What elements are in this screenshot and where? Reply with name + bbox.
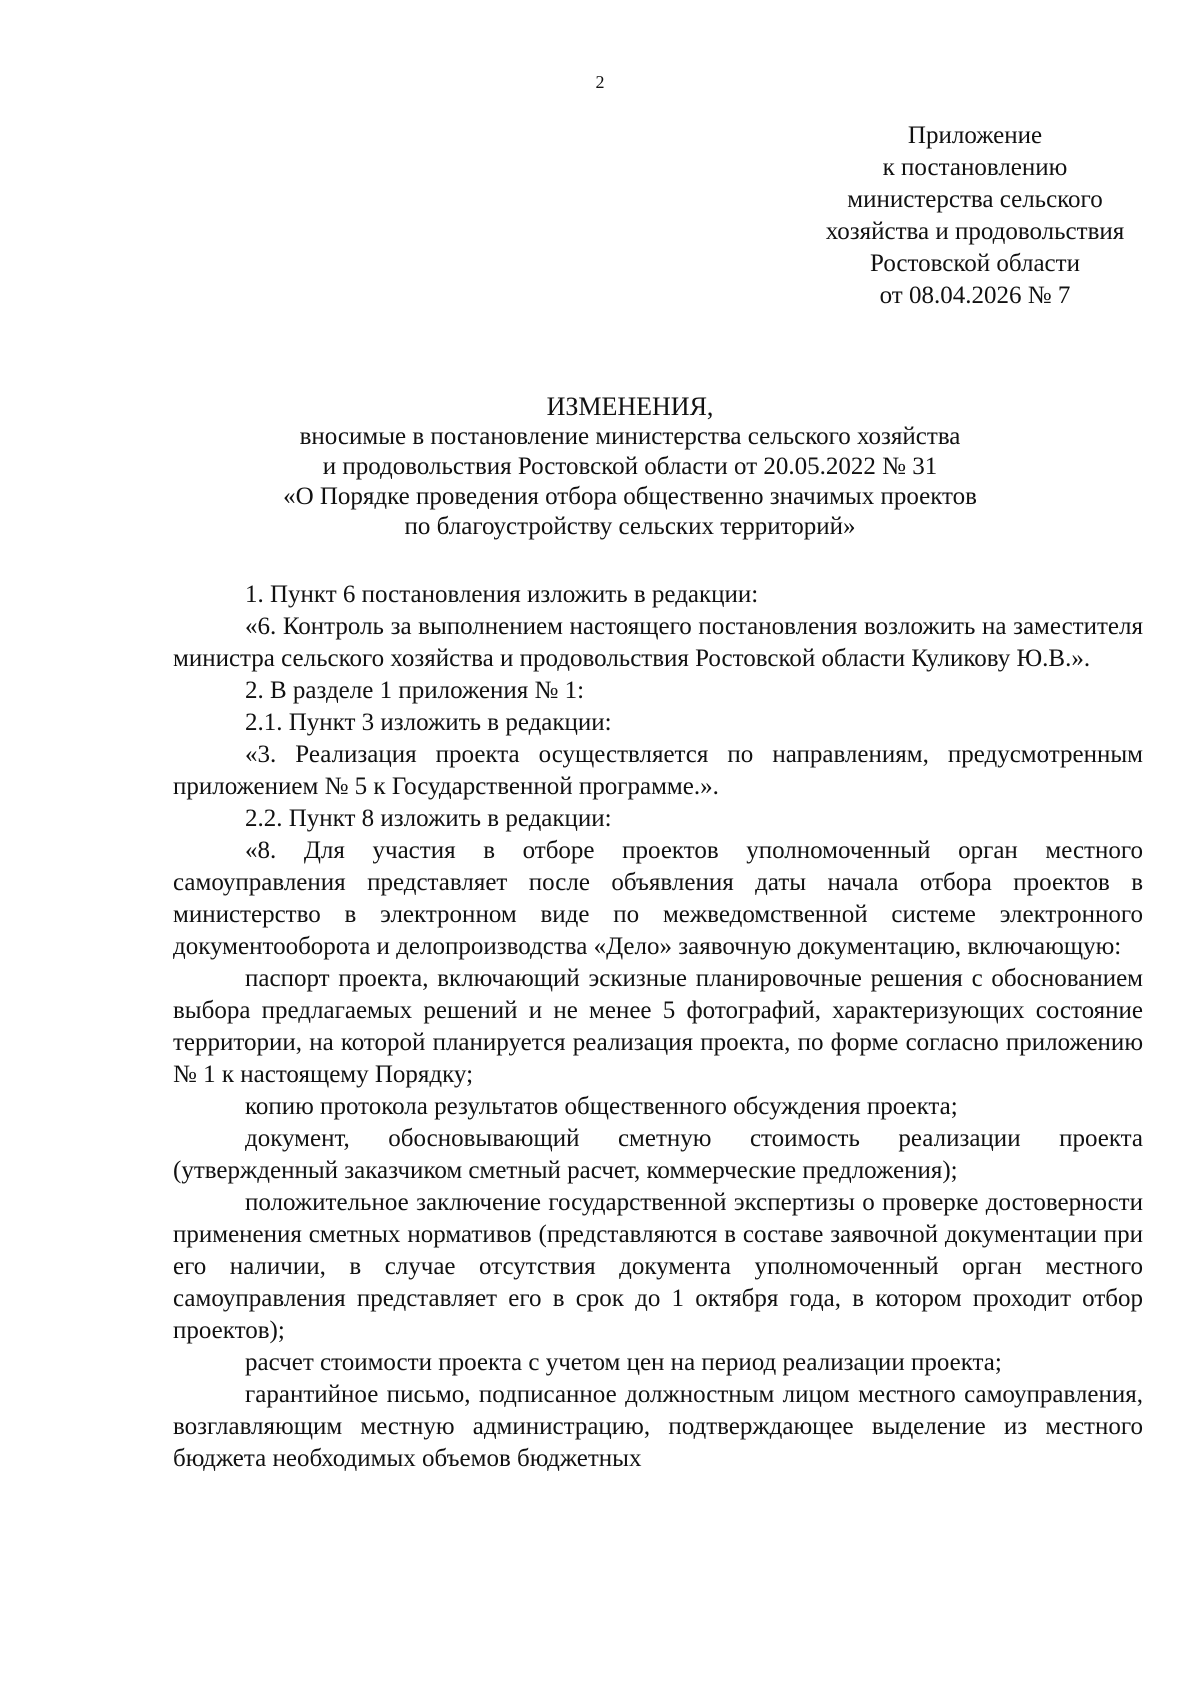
appendix-line: хозяйства и продовольствия bbox=[825, 218, 1125, 245]
document-title: ИЗМЕНЕНИЯ, bbox=[546, 392, 714, 421]
document-subtitle-line: вносимые в постановление министерства сельского хозяйства bbox=[299, 423, 961, 450]
appendix-line: Ростовской области bbox=[870, 250, 1080, 277]
body-paragraph: «8. Для участия в отборе проектов уполномоченный орган местного самоуправления представляет после объявления даты начала отбора проектов в министерство в электронном виде по межведомственной системе электронного документооборота и делопроизводства «Дело» заявочную документацию, включающую: bbox=[173, 837, 1143, 960]
body-paragraph: расчет стоимости проекта с учетом цен на период реализации проекта; bbox=[245, 1349, 1002, 1376]
body-paragraph: 2.2. Пункт 8 изложить в редакции: bbox=[245, 805, 612, 832]
document-body bbox=[173, 579, 1143, 1475]
document-subtitle-line: по благоустройству сельских территорий» bbox=[404, 513, 856, 540]
appendix-line: от 08.04.2026 № 7 bbox=[879, 282, 1071, 309]
body-paragraph: положительное заключение государственной экспертизы о проверке достоверности применения сметных нормативов (представляются в составе заявочной документации при его наличии, в случае отсутствия документа уполномоченный орган местного самоуправления представляет его в срок до 1 октября года, в котором проходит отбор проектов); bbox=[173, 1189, 1143, 1344]
body-paragraph: «6. Контроль за выполнением настоящего постановления возложить на заместителя министра сельского хозяйства и продовольствия Ростовской области Куликову Ю.В.». bbox=[173, 613, 1143, 672]
appendix-line: к постановлению bbox=[882, 154, 1068, 181]
body-paragraph: документ, обосновывающий сметную стоимость реализации проекта (утвержденный заказчиком сметный расчет, коммерческие предложения); bbox=[173, 1125, 1143, 1184]
appendix-line: Приложение bbox=[907, 122, 1043, 149]
appendix-header bbox=[775, 120, 1175, 312]
body-paragraph: копию протокола результатов общественного обсуждения проекта; bbox=[245, 1093, 958, 1120]
body-paragraph: паспорт проекта, включающий эскизные планировочные решения с обоснованием выбора предлагаемых решений и не менее 5 фотографий, характеризующих состояние территории, на которой планируется реализация проекта, по форме согласно приложению № 1 к настоящему Порядку; bbox=[173, 965, 1143, 1088]
document-heading bbox=[170, 392, 1090, 542]
appendix-line: министерства сельского bbox=[847, 186, 1103, 213]
body-paragraph: 2. В разделе 1 приложения № 1: bbox=[245, 677, 585, 704]
document-subtitle-line: и продовольствия Ростовской области от 20.05.2022 № 31 bbox=[322, 453, 938, 480]
document-subtitle-line: «О Порядке проведения отбора общественно значимых проектов bbox=[283, 483, 977, 510]
body-paragraph: гарантийное письмо, подписанное должностным лицом местного самоуправления, возглавляющим местную администрацию, подтверждающее выделение из местного бюджета необходимых объемов бюджетных bbox=[173, 1381, 1143, 1472]
body-paragraph: «3. Реализация проекта осуществляется по направлениям, предусмотренным приложением № 5 к Государственной программе.». bbox=[173, 741, 1143, 800]
body-paragraph: 2.1. Пункт 3 изложить в редакции: bbox=[245, 709, 612, 736]
body-paragraph: 1. Пункт 6 постановления изложить в редакции: bbox=[245, 581, 759, 608]
page-number: 2 bbox=[595, 72, 605, 92]
